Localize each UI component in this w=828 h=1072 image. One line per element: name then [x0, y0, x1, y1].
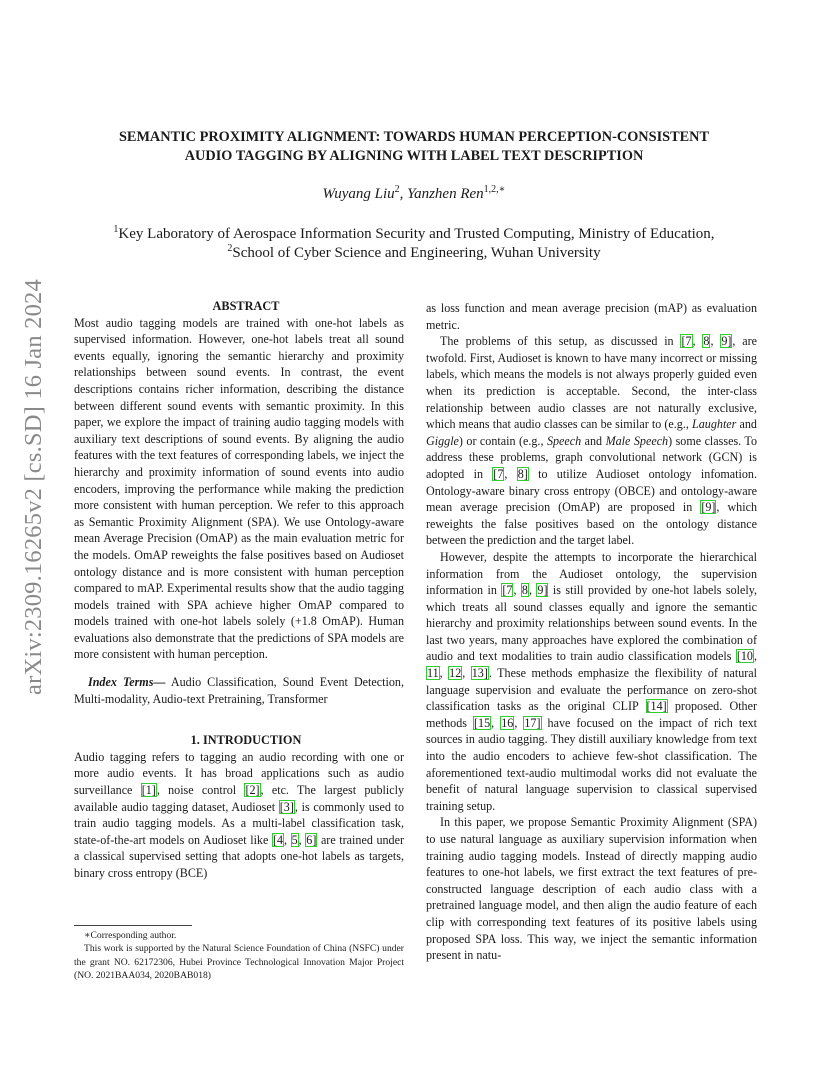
text-run: Audio tagging refers to tagging an audio recording with one or more audio events. It has broad applications such as audio surveillance	[74, 749, 404, 798]
citation-link[interactable]: 5	[291, 832, 298, 847]
citation-link[interactable]: [14]	[646, 699, 667, 714]
citation-link[interactable]: [4	[272, 832, 284, 847]
affiliation-text: School of Cyber Science and Engineering, Wuhan University	[232, 245, 601, 261]
index-terms-label: Index Terms—	[88, 675, 166, 690]
text-run: The problems of this setup, as discussed in	[440, 334, 681, 349]
right-column	[426, 300, 757, 964]
abstract-text: Most audio tagging models are trained with one-hot labels as supervised information. However, one-hot labels treat all sound events equally, ignoring the semantic hierarchy and proximity relationships between sound events. In contrast, the event descriptions contains richer information, describing the distance between different sound events with semantic proximity. In this paper, we explore the impact of training audio tagging models with auxiliary text descriptions of sound events. By aligning the audio features with the text features of corresponding labels, we inject the hierarchy and proximity information of sound events into audio encoders, improving the performance while making the prediction more consistent with human perception. We refer to this approach as Semantic Proximity Alignment (SPA). We use Ontology-aware mean Average Precision (OmAP) as the main evaluation metric for the models. OmAP reweights the false positives based on Audioset ontology distance and is more consistent with human perception compared to mAP. Experimental results show that the audio tagging models trained with SPA achieve higher OmAP compared to models trained with one-hot labels solely (+1.8 OmAP). Human evaluations also demonstrate that the predictions of SPA models are more consistent with human perception.	[74, 315, 404, 662]
italic-term: Giggle	[426, 433, 459, 448]
left-column	[74, 298, 404, 882]
citation-link[interactable]: [7	[681, 334, 692, 349]
text-run: , which reweights the false positives based on the ontology distance between the prediction and the target label.	[426, 500, 758, 548]
citation-link[interactable]: [3]	[279, 799, 294, 814]
author-name: Yanzhen Ren	[407, 186, 484, 202]
author-name: Wuyang Liu	[322, 186, 395, 202]
italic-term: Male Speech	[605, 433, 669, 448]
affiliation-line	[70, 225, 758, 244]
affiliation-line	[70, 244, 758, 263]
text-run: ,	[491, 715, 501, 730]
affiliation-mark: 1	[113, 224, 119, 235]
text-run: to utilize Audioset ontology infomation. Ontology-aware binary cross entropy (OBCE) and ontology-aware mean average precision (OmAP) are proposed in	[426, 466, 758, 515]
author-affiliation-mark: 1,2,∗	[483, 184, 506, 195]
text-run: as loss function and mean average precision (mAP) as evaluation metric.	[426, 301, 757, 332]
text-run: ) or contain (e.g.,	[458, 433, 547, 448]
text-run: ,	[462, 666, 471, 681]
body-paragraph	[426, 333, 757, 549]
text-run: ,	[514, 715, 524, 730]
text-run: is still provided by one-hot labels solely, which treats all sound classes equally and ignore the semantic hierarchy and proximity relationships between sound events. In the last two years, many approaches have explored the combination of audio and text modalities to train audio classification models	[426, 583, 758, 664]
affiliation-text: Key Laboratory of Aerospace Information Security and Trusted Computing, Ministry of Education,	[118, 226, 715, 242]
citation-link[interactable]: 8	[703, 334, 710, 349]
abstract-heading: ABSTRACT	[212, 299, 280, 313]
text-run: and	[736, 417, 757, 432]
index-terms	[74, 674, 404, 707]
text-run: ,	[284, 832, 291, 847]
index-terms-text: Audio Classification, Sound Event Detection, Multi-modality, Audio-text Pretraining, Transformer	[74, 675, 404, 706]
introduction-heading: 1. INTRODUCTION	[190, 733, 302, 748]
text-run: ,	[753, 649, 757, 664]
text-run: ,	[710, 334, 721, 349]
footnotes	[74, 929, 404, 983]
text-run: have focused on the impact of rich text sources in audio tagging. They distill auxiliary knowledge from text into the audio encoders to achieve few-shot classification. The aforementioned text-audio multimodal works did not evaluate the benefit of natural language supervision to classical supervised training setup.	[426, 715, 758, 813]
introduction-paragraph	[74, 749, 404, 882]
citation-link[interactable]: [15	[474, 715, 491, 730]
citation-link[interactable]: 8]	[517, 466, 528, 481]
arxiv-identifier-text: arXiv:2309.16265v2 [cs.SD] 16 Jan 2024	[20, 279, 47, 695]
text-run: ,	[528, 583, 537, 598]
footnote-funding: This work is supported by the Natural Science Foundation of China (NSFC) under the grant NO. 62172306, Hubei Province Technological Innovation Major Project (NO. 2021BAA034, 2020BAB018)	[74, 943, 404, 982]
citation-link[interactable]: [10	[736, 649, 753, 664]
text-run: ,	[692, 334, 703, 349]
paper-title-line-1: SEMANTIC PROXIMITY ALIGNMENT: TOWARDS HUMAN PERCEPTION-CONSISTENT	[118, 129, 710, 145]
author-list	[70, 186, 758, 203]
text-run: and	[581, 433, 606, 448]
footnote-rule	[74, 925, 192, 926]
text-run: , etc. The largest publicly available audio tagging dataset, Audioset	[74, 783, 404, 814]
citation-link[interactable]: [9]	[701, 500, 716, 515]
citation-link[interactable]: [2]	[245, 783, 260, 798]
text-run: In this paper, we propose Semantic Proximity Alignment (SPA) to use natural language as auxiliary supervision information when training audio tagging models. Instead of directly mapping audio features to one-hot labels, we first extract the text features of pre-constructed language description of each audio class with a pretrained language model, and then align the audio feature of each clip with corresponding text features of its positive labels using proposed SPA loss. This way, we inject the semantic information present in natu-	[426, 815, 757, 963]
arxiv-identifier	[18, 279, 50, 695]
citation-link[interactable]: 16	[501, 715, 514, 730]
citation-link[interactable]: 8	[521, 583, 528, 598]
footnote-corresponding-author: ∗Corresponding author.	[84, 930, 177, 941]
citation-link[interactable]: 11	[427, 666, 439, 681]
affiliations	[70, 225, 758, 263]
body-paragraph	[426, 814, 757, 963]
italic-term: Speech	[546, 433, 582, 448]
text-run: , are twofold. First, Audioset is known to have many incorrect or missing labels, which means the models is not always properly guided even when its prediction is acceptable. Second, the inter-class relationship between audio classes are not naturally exclusive, which means that audio classes can be similar to (e.g.,	[426, 334, 758, 432]
citation-link[interactable]: [7	[502, 583, 513, 598]
citation-link[interactable]: 17]	[524, 715, 541, 730]
body-paragraph	[426, 549, 757, 815]
citation-link[interactable]: 12	[449, 666, 462, 681]
paper-title	[70, 128, 758, 166]
text-run: ,	[439, 666, 449, 681]
affiliation-mark: 2	[227, 243, 233, 254]
citation-link[interactable]: [1]	[141, 783, 156, 798]
text-run: ,	[513, 583, 521, 598]
citation-link[interactable]: 13]	[471, 666, 488, 681]
text-run: . These methods emphasize the flexibility of natural language supervision and evaluate the performance on zero-shot classification tasks as the original CLIP	[426, 666, 757, 714]
italic-term: Laughter	[692, 417, 737, 432]
text-run: However, despite the attempts to incorporate the hierarchical information from the Audioset ontology, the supervision information in	[426, 549, 757, 598]
citation-link[interactable]: 9]	[537, 583, 548, 598]
text-run: are trained under a classical supervised setting that adopts one-hot labels as targets, binary cross entropy (BCE)	[74, 832, 404, 880]
text-run: , noise control	[156, 783, 245, 798]
text-run: ,	[298, 832, 306, 847]
text-run: ) some classes. To address these problems, graph convolutional network (GCN) is adopted in	[426, 433, 757, 481]
paper-title-line-2: AUDIO TAGGING BY ALIGNING WITH LABEL TEXT DESCRIPTION	[184, 148, 644, 164]
text-run: ,	[504, 466, 517, 481]
citation-link[interactable]: 9]	[721, 334, 732, 349]
text-run: , is commonly used to train audio tagging models. As a multi-label classification task, state-of-the-art models on Audioset like	[74, 799, 404, 847]
author-affiliation-mark: 2	[394, 184, 400, 195]
body-paragraph	[426, 300, 757, 333]
text-run: proposed. Other methods	[426, 699, 757, 730]
citation-link[interactable]: 6]	[306, 832, 317, 847]
author-separator: ,	[399, 186, 408, 202]
citation-link[interactable]: [7	[493, 466, 504, 481]
